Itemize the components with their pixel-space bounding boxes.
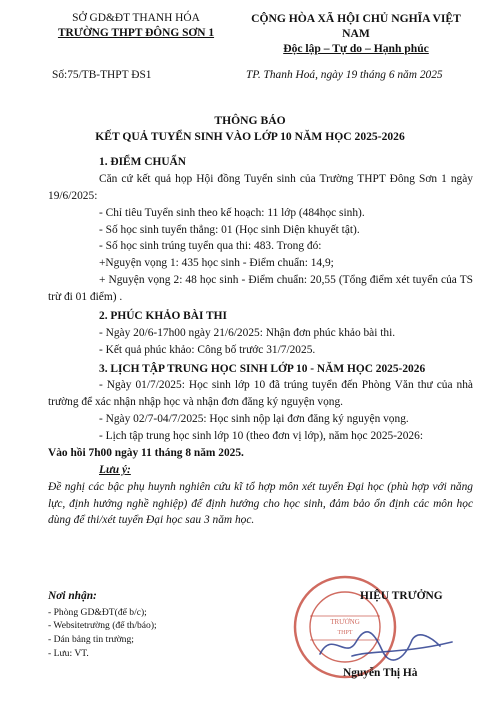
place-date: TP. Thanh Hoá, ngày 19 tháng 6 năm 2025: [246, 69, 443, 81]
issuer-school: TRƯỜNG THPT ĐÔNG SƠN 1: [57, 26, 215, 39]
recipient-item: - Lưu: VT.: [48, 647, 89, 659]
note-text: Đề nghị các bậc phụ huynh nghiên cứu kĩ tổ hợp môn xét tuyển Đại học (phù hợp với năng lực, định hướng nghề nghiệp) để định hướng cho học sinh, đảm bảo ổn định các môn học dùng để thi/xét tuyển Đại học sau 3 năm học.: [48, 480, 473, 527]
section-heading-schedule: 3. LỊCH TẬP TRUNG HỌC SINH LỚP 10 - NĂM HỌC 2025-2026: [99, 362, 426, 375]
svg-text:TRƯỜNG: TRƯỜNG: [330, 618, 360, 626]
section3-item: - Lịch tập trung học sinh lớp 10 (theo đơn vị lớp), năm học 2025-2026:: [99, 430, 423, 442]
document-body: [48, 152, 473, 529]
recipients-title: Nơi nhận:: [48, 590, 97, 602]
section1-intro: Căn cứ kết quả họp Hội đồng Tuyển sinh của Trường THPT Đông Sơn 1 ngày 19/6/2025:: [48, 172, 473, 202]
recipient-item: - Websitetrường (để th/báo);: [48, 620, 157, 632]
section-heading-review: 2. PHÚC KHẢO BÀI THI: [99, 309, 227, 322]
section2-item: - Ngày 20/6-17h00 ngày 21/6/2025: Nhận đơn phúc khảo bài thi.: [99, 326, 396, 339]
recipient-item: - Dán bảng tin trường;: [48, 634, 134, 646]
document-type: THÔNG BÁO: [214, 114, 286, 127]
section-heading-benchmark: 1. ĐIỂM CHUẨN: [99, 156, 187, 168]
national-motto-block: [236, 11, 476, 56]
gathering-time: Vào hồi 7h00 ngày 11 tháng 8 năm 2025.: [48, 446, 244, 459]
section3-item: - Ngày 01/7/2025: Học sinh lớp 10 đã trúng tuyển đến Phòng Văn thư của nhà trường để xác nhận nhập học và nhận đơn đăng ký nguyện vọng.: [48, 379, 473, 409]
note-title: Lưu ý:: [99, 463, 131, 476]
section3-item: - Ngày 02/7-04/7/2025: Học sinh nộp lại đơn đăng ký nguyện vọng.: [99, 413, 409, 426]
handwritten-signature-icon: [312, 620, 462, 670]
national-title: CỘNG HÒA XÃ HỘI CHỦ NGHĨA VIỆT NAM: [251, 12, 461, 41]
recipient-item: - Phòng GD&ĐT(để b/c);: [48, 606, 147, 618]
issuer-block: [36, 11, 236, 41]
recipients-block: [48, 589, 248, 660]
section1-item: - Số học sinh tuyển thẳng: 01 (Học sinh Diện khuyết tật).: [99, 223, 360, 236]
section2-item: - Kết quả phúc khảo: Công bố trước 31/7/2025.: [99, 343, 316, 356]
signer-name: Nguyễn Thị Hà: [343, 667, 418, 679]
signer-title: HIỆU TRƯỞNG: [360, 590, 443, 602]
national-motto: Độc lập – Tự do – Hạnh phúc: [283, 42, 429, 56]
section1-item: + Nguyện vọng 2: 48 học sinh - Điểm chuẩn: 20,55 (Tổng điểm xét tuyển của TS trừ đi 01 điểm) .: [48, 274, 473, 303]
issuer-org: SỞ GD&ĐT THANH HÓA: [72, 12, 200, 24]
document-number: Số:75/TB-THPT ĐS1: [52, 69, 152, 81]
svg-text:THPT: THPT: [337, 630, 353, 636]
document-subject: KẾT QUẢ TUYỂN SINH VÀO LỚP 10 NĂM HỌC 2025-2026: [95, 130, 405, 143]
section1-item: - Số học sinh trúng tuyển qua thi: 483. Trong đó:: [99, 240, 322, 253]
section1-item: +Nguyện vọng 1: 435 học sinh - Điểm chuẩn: 14,9;: [99, 257, 334, 270]
section1-item: - Chỉ tiêu Tuyển sinh theo kế hoạch: 11 lớp (484học sinh).: [99, 206, 365, 219]
